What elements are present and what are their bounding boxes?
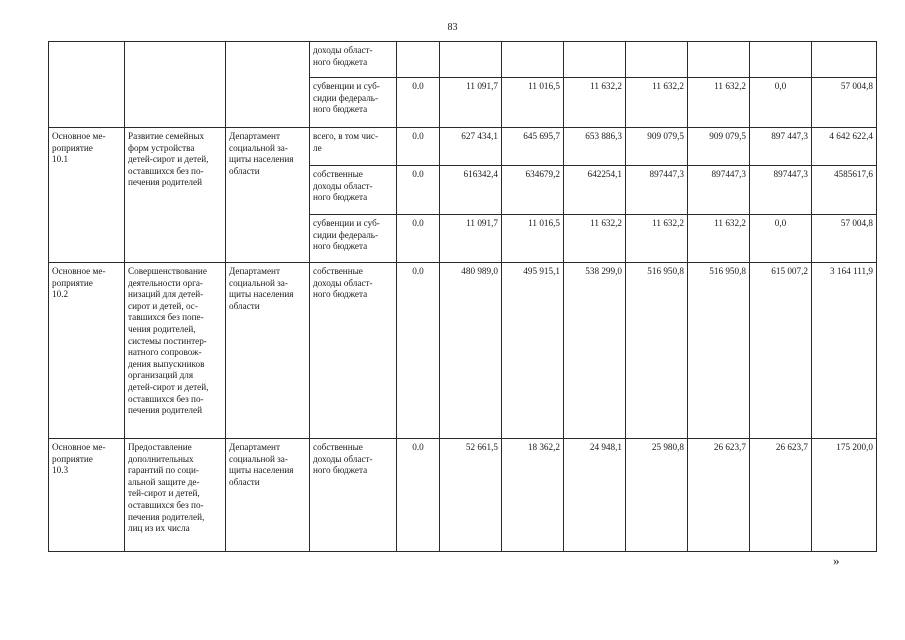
source-cell: субвенции и суб- сидии федераль- ного бюджета (310, 215, 397, 263)
value-cell: 538 299,0 (564, 263, 626, 439)
value-cell: 645 695,7 (502, 128, 564, 166)
value-cell: 634679,2 (502, 166, 564, 215)
value-cell (626, 42, 688, 78)
budget-table (48, 41, 877, 552)
value-cell: 11 632,2 (564, 215, 626, 263)
executor-cell: Департамент социальной за- щиты населения области (226, 439, 310, 552)
value-cell: 11 632,2 (688, 215, 750, 263)
value-cell: 909 079,5 (688, 128, 750, 166)
source-cell: всего, в том чис- ле (310, 128, 397, 166)
title-cell: Совершенствование деятельности орга- низаций для детей- сирот и детей, ос- тавшихся без попе- чения родителей, системы постинтер- натного сопровож- дения выпускников организаций для детей-сирот и детей, оставшихся без по- печения родителей (125, 263, 226, 439)
executor-cell (226, 42, 310, 128)
value-cell: 25 980,8 (626, 439, 688, 552)
value-cell: 11 091,7 (440, 78, 502, 128)
value-cell: 516 950,8 (626, 263, 688, 439)
value-cell: 11 632,2 (626, 78, 688, 128)
value-cell: 52 661,5 (440, 439, 502, 552)
value-cell: 4 642 622,4 (812, 128, 877, 166)
executor-cell: Департамент социальной за- щиты населения области (226, 128, 310, 263)
value-cell: 0,0 (750, 215, 812, 263)
source-cell: доходы област- ного бюджета (310, 42, 397, 78)
source-cell: собственные доходы област- ного бюджета (310, 166, 397, 215)
source-cell: собственные доходы област- ного бюджета (310, 439, 397, 552)
value-cell: 897447,3 (750, 166, 812, 215)
page-number: 83 (447, 22, 458, 33)
value-cell: 26 623,7 (688, 439, 750, 552)
value-cell: 18 362,2 (502, 439, 564, 552)
value-cell (750, 42, 812, 78)
value-cell: 897447,3 (626, 166, 688, 215)
table-row (49, 439, 877, 552)
value-cell (812, 42, 877, 78)
value-cell: 11 016,5 (502, 78, 564, 128)
table-row (49, 42, 877, 78)
table-row (49, 128, 877, 166)
value-cell: 4585617,6 (812, 166, 877, 215)
value-cell: 24 948,1 (564, 439, 626, 552)
value-cell (440, 42, 502, 78)
event-cell: Основное ме- роприятие 10.2 (49, 263, 125, 439)
value-cell: 11 091,7 (440, 215, 502, 263)
closing-quote: » (833, 553, 840, 568)
value-cell: 615 007,2 (750, 263, 812, 439)
value-cell: 897447,3 (688, 166, 750, 215)
value-cell: 480 989,0 (440, 263, 502, 439)
value-cell: 642254,1 (564, 166, 626, 215)
value-cell: 3 164 111,9 (812, 263, 877, 439)
value-cell: 11 632,2 (688, 78, 750, 128)
value-cell: 0,0 (750, 78, 812, 128)
value-cell: 897 447,3 (750, 128, 812, 166)
value-cell (502, 42, 564, 78)
value-cell: 0.0 (397, 78, 440, 128)
value-cell: 57 004,8 (812, 215, 877, 263)
value-cell: 627 434,1 (440, 128, 502, 166)
table-row (49, 263, 877, 439)
value-cell: 57 004,8 (812, 78, 877, 128)
executor-cell: Департамент социальной за- щиты населения области (226, 263, 310, 439)
title-cell: Предоставление дополнительных гарантий по соци- альной защите де- тей-сирот и детей, оставшихся без по- печения родителей, лиц из их числа (125, 439, 226, 552)
value-cell: 0.0 (397, 439, 440, 552)
value-cell: 495 915,1 (502, 263, 564, 439)
value-cell: 175 200,0 (812, 439, 877, 552)
source-cell: собственные доходы област- ного бюджета (310, 263, 397, 439)
value-cell: 0.0 (397, 166, 440, 215)
value-cell: 0.0 (397, 215, 440, 263)
value-cell: 909 079,5 (626, 128, 688, 166)
value-cell (397, 42, 440, 78)
value-cell: 0.0 (397, 128, 440, 166)
event-cell: Основное ме- роприятие 10.3 (49, 439, 125, 552)
event-cell: Основное ме- роприятие 10.1 (49, 128, 125, 263)
value-cell: 26 623,7 (750, 439, 812, 552)
value-cell: 11 632,2 (564, 78, 626, 128)
value-cell: 0.0 (397, 263, 440, 439)
value-cell: 11 632,2 (626, 215, 688, 263)
value-cell: 516 950,8 (688, 263, 750, 439)
source-cell: субвенции и суб- сидии федераль- ного бюджета (310, 78, 397, 128)
title-cell (125, 42, 226, 128)
value-cell: 616342,4 (440, 166, 502, 215)
value-cell (564, 42, 626, 78)
value-cell (688, 42, 750, 78)
value-cell: 653 886,3 (564, 128, 626, 166)
event-cell (49, 42, 125, 128)
title-cell: Развитие семейных форм устройства детей-сирот и детей, оставшихся без по- печения родителей (125, 128, 226, 263)
value-cell: 11 016,5 (502, 215, 564, 263)
